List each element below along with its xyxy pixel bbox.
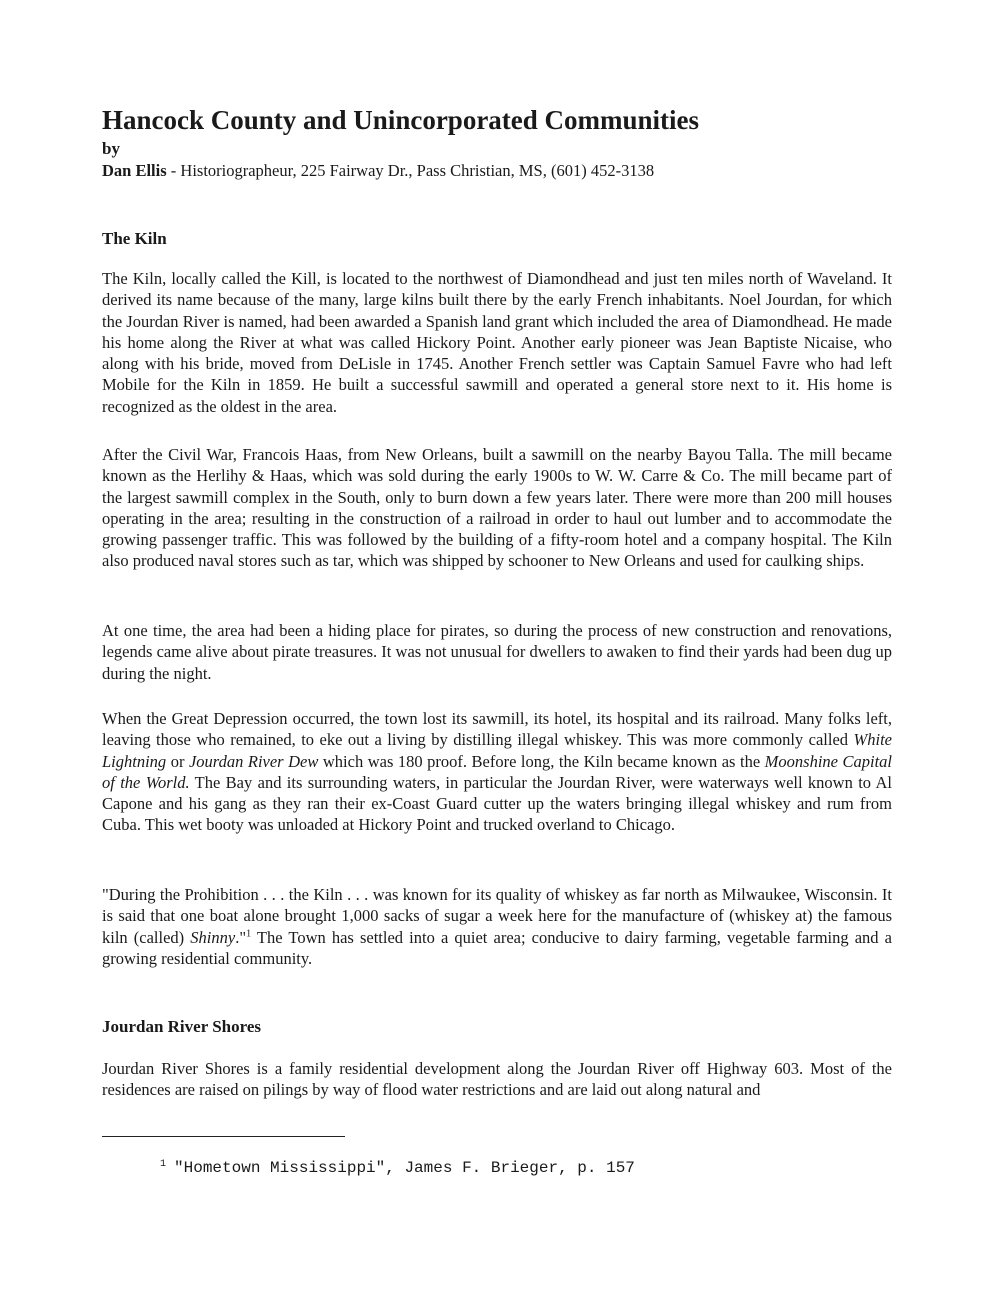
author-name: Dan Ellis xyxy=(102,161,167,180)
footnote-divider xyxy=(102,1136,345,1137)
italic-moonshine-capital: Moonshine Capital of the World. xyxy=(102,751,893,792)
text-run: The Bay and its surrounding waters, in particular the Jourdan River, were waterways well known to Al Capone and his gang as they ran their ex-Coast Guard cutter up the waters bringing illegal whiskey and rum from Cuba. This wet booty was unloaded at Hickory Point and trucked overland to Chicago. xyxy=(102,772,893,835)
kiln-paragraph-4 xyxy=(102,708,892,836)
italic-white-lightning: White Lightning xyxy=(102,730,892,771)
text-run: "During the Prohibition . . . the Kiln . . . was known for its quality of whiskey as far north as Milwaukee, Wisconsin. It is said that one boat alone brought 1,000 sacks of sugar a week here for the manufacture of (whiskey at) the famous kiln (called) xyxy=(102,885,892,947)
author-details: - Historiographeur, 225 Fairway Dr., Pass Christian, MS, (601) 452-3138 xyxy=(166,161,655,180)
byline xyxy=(102,160,892,182)
text-run: The Town has settled into a quiet area; conducive to dairy farming, vegetable farming and a growing residential community. xyxy=(102,927,892,968)
text-run: ." xyxy=(235,927,247,947)
byline-by: by xyxy=(102,139,120,158)
kiln-paragraph-5 xyxy=(102,884,892,969)
text-run: which was 180 proof. Before long, the Kiln became known as the xyxy=(318,751,765,771)
footnote-text: "Hometown Mississippi", James F. Brieger, p. 157 xyxy=(174,1159,635,1177)
document-page xyxy=(102,104,893,1100)
italic-shinny: Shinny xyxy=(190,927,236,947)
footnote-reference: 1 xyxy=(246,928,252,940)
italic-jourdan-river-dew: Jourdan River Dew xyxy=(188,751,319,771)
text-run: or xyxy=(166,751,189,771)
footnote-number: 1 xyxy=(160,1158,167,1170)
section-heading-the-kiln: The Kiln xyxy=(102,229,167,248)
jourdan-paragraph-1: Jourdan River Shores is a family residential development along the Jourdan River off Highway 603. Most of the residences are raised on pilings by way of flood water restrictions and are laid out along natural and xyxy=(102,1059,892,1100)
text-run: When the Great Depression occurred, the town lost its sawmill, its hotel, its hospital and its railroad. Many folks left, leaving those who remained, to eke out a living by distilling illegal whiskey. This was more commonly called xyxy=(102,709,892,750)
document-title: Hancock County and Unincorporated Communities xyxy=(102,105,700,135)
kiln-paragraph-1: The Kiln, locally called the Kill, is located to the northwest of Diamondhead and just ten miles north of Waveland. It derived its name because of the many, large kilns built there by the early French inhabitants. Noel Jourdan, for which the Jourdan River is named, had been awarded a Spanish land grant which included the area of Diamondhead. He made his home along the River at what was called Hickory Point. Another early pioneer was Jean Baptiste Nicaise, who along with his bride, moved from DeLisle in 1745. Another French settler was Captain Samuel Favre who had left Mobile for the Kiln in 1859. He built a successful sawmill and operated a general store next to it. His home is recognized as the oldest in the area. xyxy=(102,269,892,416)
section-heading-jourdan-river-shores: Jourdan River Shores xyxy=(102,1017,262,1036)
kiln-paragraph-2: After the Civil War, Francois Haas, from New Orleans, built a sawmill on the nearby Bayou Talla. The mill became known as the Herlihy & Haas, which was sold during the early 1900s to W. W. Carre & Co. The mill became part of the largest sawmill complex in the South, only to burn down a few years later. There were more than 200 mill houses operating in the area; resulting in the construction of a railroad in order to haul out lumber and to accommodate the growing passenger traffic. This was followed by the building of a fifty-room hotel and a company hospital. The Kiln also produced naval stores such as tar, which was shipped by schooner to New Orleans and used for caulking ships. xyxy=(102,445,892,571)
footnote xyxy=(160,1157,635,1179)
kiln-paragraph-3: At one time, the area had been a hiding place for pirates, so during the process of new construction and renovations, legends came alive about pirate treasures. It was not unusual for dwellers to awaken to find their yards had been dug up during the night. xyxy=(102,621,892,683)
